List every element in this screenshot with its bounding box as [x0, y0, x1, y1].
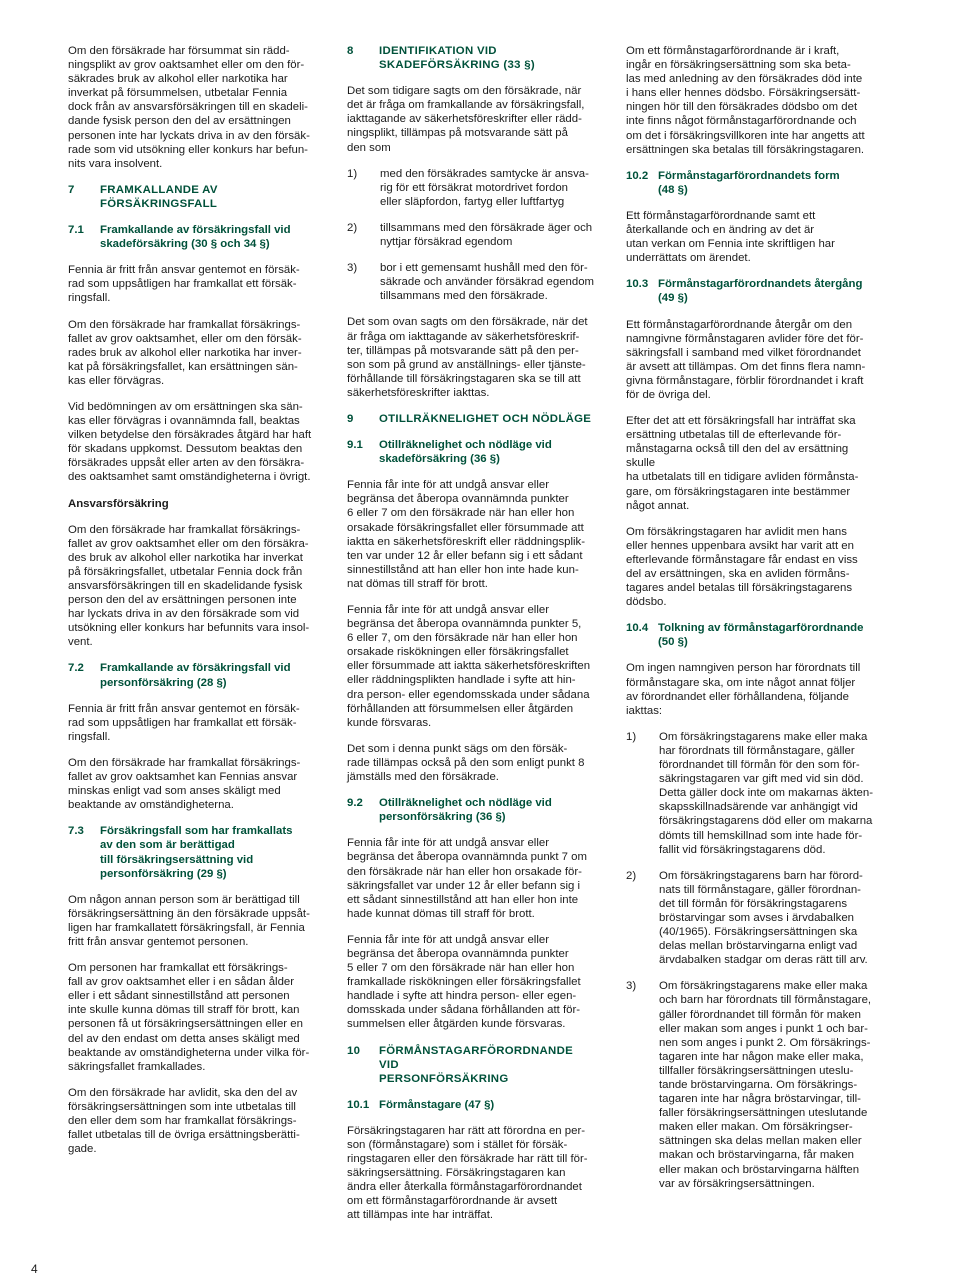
- section-title: Försäkringsfall som har framkallats av den som är berättigad till försäkringsersättning vid personförsäkring (29 §): [100, 825, 293, 880]
- section-number: 9.1: [347, 439, 363, 452]
- section-title: OTILLRÄKNELIGHET OCH NÖDLÄGE: [379, 412, 592, 425]
- list-item: [347, 221, 595, 249]
- section-number: 10.1: [347, 1098, 370, 1111]
- paragraph-10-3-b: Efter det att ett försäkringsfall har inträffat ska ersättning utbetalas till de efterlevande för- månstagarna också till den del av ersättning skulle ha utbetalats till en tidigare avliden förmånsta- gare, om försäkringstagaren inte bestämmer något annat.: [626, 415, 859, 512]
- heading-section-8: [347, 44, 595, 72]
- paragraph-9-1-a: Fennia får inte för att undgå ansvar eller begränsa det åberopa ovannämnda punkter 6 eller 7 om den försäkrade när han eller hon orsakade försäkringsfallet eller försummade att iaktta en säkerhetsföreskrift eller räddningsplik- ten var under 12 år eller befann sig i ett sådant sinnestillstånd att han eller hon inte hade kun- nat dömas till straff för brott.: [347, 479, 586, 590]
- section-number: 10.4: [626, 622, 649, 635]
- section-title: Otillräknelighet och nödläge vid skadeförsäkring (36 §): [379, 439, 552, 466]
- section-number: 7: [68, 183, 75, 196]
- section-title: Förmånstagare (47 §): [379, 1098, 495, 1111]
- list-item: [626, 979, 876, 1190]
- paragraph-10-1: Försäkringstagaren har rätt att förordna en per- son (förmånstagare) som i stället för försäk- ringstagaren eller den försäkrade har rätt till för- säkringsersättning. Försäkringstagaren kan ändra eller återkalla förmånstagarförordnandet om ett förmånstagarförordnande är avsett att tillämpas inte har inträffat.: [347, 1124, 588, 1222]
- paragraph-7-2-a: Fennia är fritt från ansvar gentemot en försäk- rad som uppsåtligen har framkallat ett försäk- ringsfall.: [68, 702, 300, 743]
- list-item: [347, 261, 595, 303]
- paragraph-beneficiary-in-force: Om ett förmånstagarförordnande är i kraft, ingår en försäkringsersättning som ska beta- las med anledning av den försäkrades död inte i hans eller hennes dödsbo. Försäkringsersätt- ningen hör till den försäkrades dödsbo om det inte finns något förmånstagarförordnande och om det i försäkringsvillkoren inte har angetts att ersättningen ska betalas till försäkringstagaren.: [626, 45, 865, 156]
- heading-section-7-3: [68, 824, 316, 880]
- paragraph-10-2: Ett förmånstagarförordnande samt ett återkallande och en ändring av det är utan verkan om Fennia inte skriftligen har underrättats om ärendet.: [626, 209, 835, 265]
- list-marker: 2): [347, 221, 358, 234]
- section-title: Förmånstagarförordnandets återgång (49 §): [658, 278, 863, 305]
- paragraph-9-2-a: Fennia får inte för att undgå ansvar eller begränsa det åberopa ovannämnda punkt 7 om den försäkrade när han eller hon orsakade för- säkringsfallet var under 12 år eller befann sig i ett sådant sinnestillstånd att han eller hon inte hade kunnat dömas till straff för brott.: [347, 837, 588, 920]
- paragraph-7-2-b: Om den försäkrade har framkallat försäkrings- fallet av grov oaktsamhet kan Fennias ansvar minskas enligt vad som anses skäligt med beaktande av omständigheterna.: [68, 756, 301, 812]
- list-marker: 2): [626, 869, 637, 882]
- heading-section-10: [347, 1044, 595, 1086]
- heading-section-7-1: [68, 223, 316, 251]
- list-text: Om försäkringstagarens make eller maka och barn har förordnats till förmånstagare, gäller förordnandet till förmån för maken eller makan som anges i punkt 1 och bar- nen som anges i punkt 2. Om försäkrings- tagaren inte har någon make eller maka, tillfaller försäkringsersättningen uteslu- tande bröstarvingarna. Om försäkrings- tagaren inte har några bröstarvingar, till- faller försäkringsersättningen uteslutande maken eller makan. Om försäkringser- sättningen ska delas mellan maken eller makan och bröstarvingarna, får maken eller makan och bröstarvingarna hälften var av försäkringsersättningen.: [659, 980, 872, 1190]
- section-title: Framkallande av försäkringsfall vid personförsäkring (28 §): [100, 662, 291, 689]
- paragraph-7-3-a: Om någon annan person som är berättigad till försäkringsersättning än den försäkrade uppsåt- ligen har framkallatett försäkringsfall, är Fennia fritt från ansvar gentemot personen.: [68, 893, 310, 948]
- section-number: 7.3: [68, 825, 84, 838]
- paragraph-8-a: Det som tidigare sagts om den försäkrade, när det är fråga om framkallande av försäkringsfall, iakttagande av säkerhetsföreskrifter eller rädd- ningsplikt, tillämpas på motsvarande sätt på den som: [347, 85, 585, 154]
- heading-section-7: [68, 183, 316, 211]
- section-title: Framkallande av försäkringsfall vid skadeförsäkring (30 § och 34 §): [100, 224, 291, 251]
- list-marker: 1): [347, 167, 358, 180]
- page-number: 4: [31, 1262, 38, 1276]
- list-item: [626, 869, 876, 968]
- section-number: 10.2: [626, 169, 649, 182]
- column-right: [626, 44, 876, 1203]
- paragraph-7-3-b: Om personen har framkallat ett försäkrings- fall av grov oaktsamhet eller i en sådan ålder eller i ett sådant sinnestillstånd att personen inte skulle kunna dömas till straff för brott, kan personen få ut försäkringsersättningen eller en del av den endast om detta anses skäligt med beaktande av omständigheterna under vilka för- säkringsfallet framkallades.: [68, 962, 310, 1073]
- section-number: 7.2: [68, 662, 84, 675]
- column-middle: [347, 44, 595, 1235]
- paragraph-9-2-b: Fennia får inte för att undgå ansvar eller begränsa det åberopa ovannämnda punkter 5 eller 7 om den försäkrade när han eller hon framkallade riskökningen eller försäkringsfallet handlade i syfte att hindra person- eller egen- domsskada under sådana förhållanden att för- summelsen eller åtgärden kunde försvaras.: [347, 933, 581, 1031]
- list-text: Om försäkringstagarens barn har förord- nats till förmånstagare, gäller förordnan- det till förmån för försäkringstagarens bröstarvingar som avses i ärvdabalken (40/1965). Försäkringsersättningen ska delas mellan bröstarvingarna enligt vad ärvdabalken stadgar om deras rätt till arv.: [659, 869, 868, 967]
- heading-section-7-2: [68, 661, 316, 689]
- paragraph-10-3-a: Ett förmånstagarförordnande återgår om den namngivne förmånstagaren avlider före det för- säkringsfall i samband med vilket förordnandet är avsett att tillämpas. Om det finns flera namn- givna förmånstagare, förblir förordnandet i kraft för de övriga del.: [626, 318, 866, 401]
- list-text: Om försäkringstagarens make eller maka har förordnats till förmånstagare, gäller förordnandet till förmån för den som för- säkringstagaren var gift med vid sin död. Detta gäller dock inte om makarnas äkten- skapsskillnadsärende var anhängigt vid försäkringstagarens död eller om makarna dömts till hemskillnad som inte hade för- fallit vid försäkringstagarens död.: [659, 730, 873, 856]
- paragraph-7-1-c: Vid bedömningen av om ersättningen ska sän- kas eller förvägras i ovannämnda fall, beaktas vilken betydelse den försäkrades åtgärd har haft för skadans uppkomst. Dessutom beaktas den försäkrades uppsåt eller arten av den försäkra- des oaktsamhet samt omständigheterna i övrigt.: [68, 400, 312, 484]
- list-text: bor i ett gemensamt hushåll med den för- säkrade och använder försäkrad egendom tillsammans med den försäkrade.: [380, 262, 595, 303]
- section-title: Tolkning av förmånstagarförordnande (50 §): [658, 622, 864, 649]
- heading-section-10-1: [347, 1098, 595, 1112]
- column-left: [68, 44, 316, 1168]
- paragraph-7-1-a: Fennia är fritt från ansvar gentemot en försäk- rad som uppsåtligen har framkallat ett försäk- ringsfall.: [68, 264, 300, 305]
- section-title: IDENTIFIKATION VID SKADEFÖRSÄKRING (33 §): [379, 45, 535, 72]
- section-title: Otillräknelighet och nödläge vid personförsäkring (36 §): [379, 797, 552, 824]
- list-text: tillsammans med den försäkrade äger och nyttjar försäkrad egendom: [380, 221, 593, 249]
- heading-section-10-4: [626, 621, 876, 649]
- paragraph-9-1-c: Det som i denna punkt sägs om den försäk- rade tillämpas också på den som enligt punkt 8 jämställs med den försäkrade.: [347, 742, 585, 784]
- list-item: [626, 730, 876, 857]
- paragraph-rescue-duty-negligence: Om den försäkrade har försummat sin rädd- ningsplikt av grov oaktsamhet eller om den för- säkrades bruk av alkohol eller narkotika har inverkat på försummelsen, utbetalar Fennia dock från av ansvarsförsäkringen till en skadeli- dande fysisk person den del av ersättningen personen inte har lyckats driva in av den försäk- rade som vid utsökning eller konkurs har befun- nits vara insolvent.: [68, 45, 310, 170]
- section-title: Förmånstagarförordnandets form (48 §): [658, 169, 840, 196]
- section-number: 7.1: [68, 224, 84, 237]
- paragraph-7-1-b: Om den försäkrade har framkallat försäkrings- fallet av grov oaktsamhet, eller om den försäk- rades bruk av alkohol eller narkotika har inver- kat på försäkringsfallet, kan ersättningen sän- kas eller förvägras.: [68, 318, 302, 387]
- section-number: 9.2: [347, 797, 363, 810]
- section-number: 10: [347, 1044, 361, 1057]
- section-number: 9: [347, 412, 354, 425]
- list-marker: 3): [347, 262, 358, 275]
- section-title: FRAMKALLANDE AV FÖRSÄKRINGSFALL: [100, 183, 218, 210]
- list-text: med den försäkrades samtycke är ansva- rig för ett försäkrat motordrivet fordon eller släpfordon, fartyg eller luftfartyg: [380, 167, 589, 208]
- section-number: 8: [347, 45, 354, 57]
- heading-section-9-1: [347, 438, 595, 466]
- section-title: FÖRMÅNSTAGARFÖRORDNANDE VID PERSONFÖRSÄKRING: [379, 1044, 573, 1085]
- paragraph-liability-insurance: Om den försäkrade har framkallat försäkrings- fallet av grov oaktsamhet eller om den försäkra- des bruk av alkohol eller narkotika har inverkat på försäkringsfallet, utbetalar Fennia dock från ansvarsförsäkringen till en skadelidande fysisk person den del av ersättningen personen inte har lyckats driva in av den försäkrade som vid utsökning eller konkurs har befunnits vara insol- vent.: [68, 523, 310, 649]
- heading-section-9: [347, 412, 595, 426]
- heading-section-10-2: [626, 169, 876, 197]
- section-number: 10.3: [626, 278, 649, 291]
- heading-section-10-3: [626, 277, 876, 305]
- list-item: [347, 167, 595, 209]
- heading-section-9-2: [347, 796, 595, 824]
- subheading-liability-insurance: Ansvarsförsäkring: [68, 497, 169, 510]
- list-marker: 3): [626, 980, 637, 993]
- list-marker: 1): [626, 730, 637, 743]
- paragraph-10-4: Om ingen namngiven person har förordnats till förmånstagare ska, om inte något annat följer av förordnandet eller förhållandena, följande iakttas:: [626, 662, 861, 717]
- paragraph-10-3-c: Om försäkringstagaren har avlidit men hans eller hennes uppenbara avsikt har varit att en efterlevande förmånstagare får endast en viss del av ersättningen, ska en avliden förmåns- tagares andel betalas till försäkringstagarens dödsbo.: [626, 525, 858, 609]
- paragraph-9-1-b: Fennia får inte för att undgå ansvar eller begränsa det åberopa ovannämnda punkter 5, 6 eller 7, om den försäkrade när han eller hon orsakade riskökningen eller försäkringsfallet eller försummade att iaktta säkerhetsföreskriften eller räddningsplikten handlade i syfte att hin- dra person- eller egendomsskada under sådana förhållanden att försummelsen eller åtgärden kunde försvaras.: [347, 604, 591, 729]
- paragraph-8-b: Det som ovan sagts om den försäkrade, när det är fråga om iakttagande av säkerhetsföreskrif- ter, tillämpas på motsvarande sätt på den per- son som på grund av anställnings- eller tjänste- förhållande till försäkringstagaren ska se till att säkerhetsföreskrifter iakttas.: [347, 316, 588, 399]
- paragraph-7-3-c: Om den försäkrade har avlidit, ska den del av försäkringsersättningen som inte utbetalas till den eller dem som har framkallat försäkrings- fallet utbetalas till de övriga ersättningsberätti- gade.: [68, 1086, 300, 1156]
